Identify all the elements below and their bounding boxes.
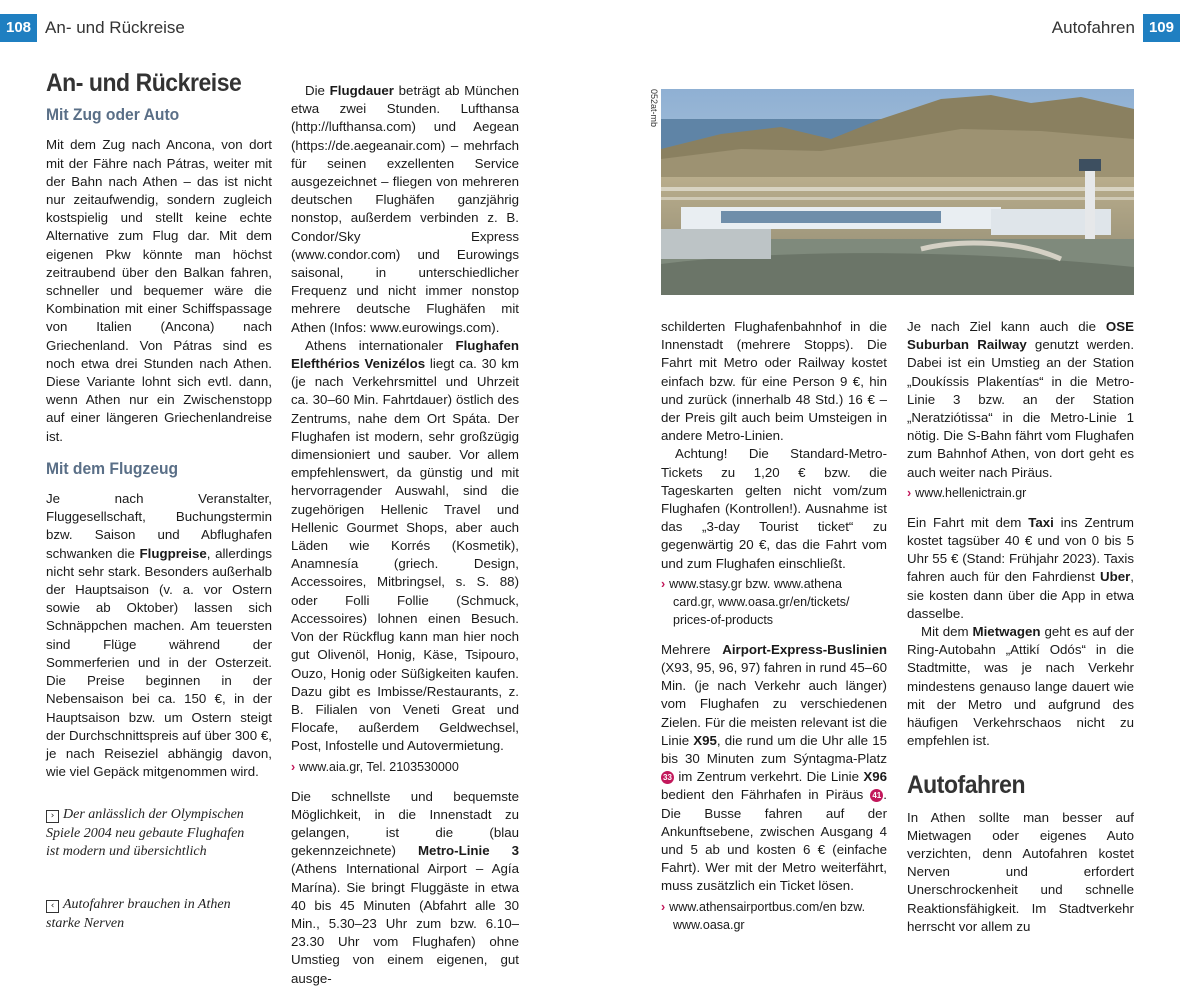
paragraph: Je nach Ziel kann auch die OSE Suburban Railway genutzt werden. Dabei ist ein Umstieg an der Station „Doukíssis Plakentías“ in die Metro-Linie 3 bzw. an der Station „Neratziótissa“ in die Metro-Linie 1 nötig. Die S-Bahn fährt vom Flughafen zum Bahnhof Athen, von dort geht es auch weiter nach Piräus. [907, 319, 1135, 480]
info-link[interactable]: › www.aia.gr, Tel. 2103530000 [291, 759, 459, 774]
map-marker-badge: 41 [870, 789, 883, 802]
section-title: An- und Rückreise [46, 69, 242, 97]
arrow-right-icon: › [46, 810, 59, 823]
subheading-flight: Mit dem Flugzeug [46, 458, 179, 478]
chevron-right-icon: › [291, 759, 296, 774]
page-header-right [1044, 14, 1180, 42]
paragraph: In Athen sollte man besser auf Mietwagen oder eigenes Auto verzichten, denn Autofahren kostet Nerven und erfordert Unerschrockenheit und schnelle Reaktionsfähigkeit. Im Stadtverkehr herrscht vor allem zu [907, 809, 1134, 934]
airport-photo [661, 89, 1134, 295]
subheading-train-car: Mit Zug oder Auto [46, 105, 180, 125]
paragraph: Athens internationaler Flughafen Elefthérios Venizélos liegt ca. 30 km (je nach Verkehrsmittel und Uhrzeit ca. 30–60 Min. Fahrtdauer) östlich des Zentrums, nahe dem Ort Spáta. Der Flughafen ist modern, sehr großzügig dimensioniert und sauber. Vor allem empfehlenswert, da günstig und mit hervorragender Auswahl, sind die zugehörigen Hellenic Travel und Hellenic Gourmet Shops, aber auch Läden wie Korrés (Kosmetik), Anamnesía (griech. Design, Accessoires, Mitbringsel, s. S. 88) oder Folli Follie (Schmuck, Accessoires) lohnen einen Besuch. Von der Rückflug kann man hier noch gut Olivenöl, Honig, Käse, Tsipouro, Ouzo, Honig oder Süßigkeiten kaufen. Dazu gibt es Imbisse/Restaurants, z. B. Filialen von Veneti Great und Flocafe, außerdem Geldwechsel, Post, Infostelle und Autovermietung. [291, 337, 519, 754]
running-title-left: An- und Rückreise [45, 18, 185, 37]
info-link[interactable]: › www.hellenictrain.gr [907, 485, 1027, 500]
column-3 [661, 318, 887, 934]
paragraph: Ein Fahrt mit dem Taxi ins Zentrum kostet tagsüber 40 € und von 0 bis 5 Uhr 55 € (Stand: Frühjahr 2023). Taxis fahren auch für den Fahrdienst Uber, sie kosten dann über die App in etwa dasselbe. [907, 514, 1134, 621]
info-link[interactable]: › www.athensairportbus.com/en bzw. www.oasa.gr [661, 899, 866, 932]
column-1 [46, 69, 272, 781]
paragraph: Mit dem Mietwagen geht es auf der Ring-Autobahn „Attikí Odós“ in die Stadtmitte, was je nach Verkehr mindestens genauso lange dauert wie mit der Metro und aufgrund des häufigen Verkehrschaos nicht zu empfehlen ist. [907, 624, 1135, 749]
photo-caption-airport: › Der anlässlich der Olympischen Spiele 2004 neu gebaute Flughafen ist modern und übersichtlich [46, 807, 245, 859]
page-header-left [0, 14, 193, 42]
paragraph: Die Flugdauer beträgt ab München etwa zwei Stunden. Lufthansa (http://lufthansa.com) und Aegean (https://de.aegeanair.com) – mehrfach für seinen exzellenten Service ausgezeichnet – fliegen von mehreren deutschen Flughäfen ganzjährig nonstop, außerdem verbinden z. B. Condor/Sky Express (www.condor.com) und Eurowings saisonal, in unterschiedlicher Frequenz und nicht immer nonstop mehrere deutsche Flughäfen mit Athen (Infos: www.eurowings.com). [291, 83, 519, 335]
photo-credit: 052at-mb [649, 89, 659, 128]
column-2 [291, 82, 519, 988]
chevron-right-icon: › [907, 485, 912, 500]
paragraph: Mehrere Airport-Express-Buslinien (X93, 95, 96, 97) fahren in rund 45–60 Min. (je nach Verkehr auch länger) vom Flughafen zu verschiedenen Zielen. Für die meisten relevant ist die Linie X95, die rund um die Uhr alle 15 bis 30 Minuten zum Sýntagma-Platz 33 im Zentrum verkehrt. Die Linie X96 bedient den Fährhafen in Piräus 41 . Die Busse fahren auf der Ankunftsebene, zwischen Ausgang 4 und 5 ab und kosten 6 € (einfache Fahrt). Wer mit der Metro weiterfährt, muss zusätzlich ein Ticket lösen. [661, 641, 887, 894]
info-link[interactable]: › www.stasy.gr bzw. www.athena card.gr, www.oasa.gr/en/tickets/ prices-of-products [661, 576, 850, 627]
paragraph: Achtung! Die Standard-Metro-Tickets zu 1,20 € bzw. die Tageskarten gelten nicht vom/zum Flughafen (Kontrollen!). Ausnahme ist das „3-day Tourist ticket“ zu gegenwärtig 20 €, das die Fahrt vom und zum Flughafen einschließt. [661, 446, 887, 571]
chevron-right-icon: › [661, 576, 666, 591]
paragraph: Die schnellste und bequemste Möglichkeit, in die Innenstadt zu gelangen, ist die (blau gekennzeichnete) Metro-Linie 3 (Athens International Airport – Agía Marína). Sie bringt Fluggäste in etwa 40 bis 45 Minuten (Abfahrt alle 30 Min., 5.30–23 Uhr zum bzw. 6.10–23.30 Uhr vom Flughafen) ohne Umstieg von einem eigenen, gut ausge- [291, 788, 519, 986]
section-title-autofahren: Autofahren [907, 771, 1026, 800]
chevron-right-icon: › [661, 899, 666, 914]
arrow-left-icon: ‹ [46, 900, 59, 913]
column-4 [907, 318, 1134, 936]
running-title-right: Autofahren [1051, 18, 1135, 37]
map-marker-badge: 33 [661, 771, 674, 784]
paragraph: Mit dem Zug nach Ancona, von dort mit der Fähre nach Pátras, weiter mit der Bahn nach Athen – das ist nicht nur zeitaufwendig, sondern zugleich kostspielig und stellt keine echte Alternative zum Flug dar. Mit dem eigenen Pkw könnte man höchst zeitraubend über den Balkan fahren, schneller und bequemer wäre die Kombination mit einer Schiffspassage von Italien (Ancona) nach Griechenland. Von Pátras sind es noch etwa drei Stunden nach Athen. Diese Variante lohnt sich evtl. dann, wenn Athen nur ein Zwischenstopp auf einer längeren Griechenlandreise ist. [46, 137, 272, 444]
page-number-right: 109 [1143, 14, 1180, 42]
photo-caption-driving: ‹ Autofahrer brauchen in Athen starke Nerven [46, 897, 231, 931]
paragraph: schilderten Flughafenbahnhof in die Innenstadt (mehrere Stopps). Die Fahrt mit Metro oder Railway kostet einfach bzw. für eine Person 9 €, hin und zurück (innerhalb 48 Std.) 16 € – der Preis gilt auch beim Umsteigen in andere Metro-Linien. [661, 319, 887, 444]
paragraph: Je nach Veranstalter, Fluggesellschaft, Buchungstermin bzw. Saison und Abflughafen schwanken die Flugpreise, allerdings nicht sehr stark. Besonders außerhalb der Hauptsaison (v. a. vor Ostern sowie ab Oktober) lassen sich Schnäppchen machen. Am teuersten sind Flüge während der Sommerferien und in der Osterzeit. Die Preise beginnen in der Nebensaison bei ca. 150 €, in der Hauptsaison bzw. um Ostern steigt der Durchschnittspreis auf über 300 €, je nach Reiseziel abhängig davon, wie viel Gepäck mitgenommen wird. [46, 491, 272, 780]
page-number-left: 108 [0, 14, 37, 42]
